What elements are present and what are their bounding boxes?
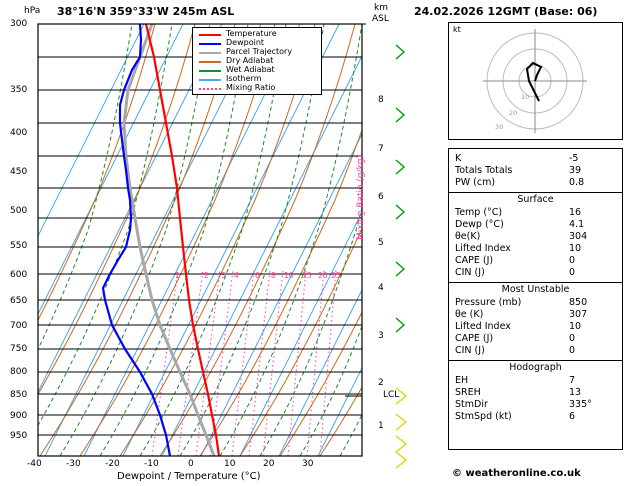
asl-label: ASL [372, 14, 389, 24]
hodo-value-sreh: 13 [569, 387, 582, 398]
svg-text:30: 30 [495, 123, 504, 131]
mu-value-thetae: 307 [569, 309, 588, 320]
index-label-pw: PW (cm) [455, 177, 496, 188]
hodo-value-stmspd: 6 [569, 411, 576, 422]
t-tick-10: 10 [224, 459, 236, 469]
p-tick-650: 650 [10, 296, 28, 306]
hodo-value-stmdir: 335° [569, 399, 592, 410]
p-tick-550: 550 [10, 241, 28, 251]
index-value-k: -5 [569, 153, 579, 164]
legend-label-parcel: Parcel Trajectory [226, 47, 293, 56]
km-label: km [374, 3, 388, 13]
mr-label-6: 6 [255, 271, 260, 280]
t-tick--40: -40 [27, 459, 42, 469]
p-tick-300: 300 [10, 19, 28, 29]
surface-label-cin: CIN (J) [455, 267, 485, 278]
surface-section-title: Surface [517, 194, 554, 205]
mu-value-cape: 0 [569, 333, 576, 344]
mu-value-pressure: 850 [569, 297, 588, 308]
mixing-ratio-axis-label: Mixing Ratio (g/kg) [356, 154, 366, 240]
credit-label: © weatheronline.co.uk [452, 468, 581, 479]
legend-swatch-wet-adiabat [199, 70, 221, 72]
x-axis-label: Dewpoint / Temperature (°C) [117, 471, 261, 482]
legend-label-mixing-ratio: Mixing Ratio [226, 83, 276, 92]
hodo-label-stmspd: StmSpd (kt) [455, 411, 512, 422]
units-label: hPa [24, 6, 41, 16]
p-tick-350: 350 [10, 85, 28, 95]
legend-swatch-isotherm [199, 79, 221, 81]
surface-value-li: 10 [569, 243, 582, 254]
mu-label-cape: CAPE (J) [455, 333, 494, 344]
p-tick-700: 700 [10, 321, 28, 331]
mr-label-10: 10 [284, 271, 294, 280]
wind-barbs [396, 45, 406, 468]
h-tick-6: 6 [378, 192, 384, 202]
legend-swatch-mixing-ratio [199, 88, 221, 90]
t-tick-20: 20 [263, 459, 275, 469]
surface-label-thetae: θe(K) [455, 231, 481, 242]
surface-value-dewp: 4.1 [569, 219, 585, 230]
surface-value-thetae: 304 [569, 231, 588, 242]
p-tick-900: 900 [10, 411, 28, 421]
hodo-value-eh: 7 [569, 375, 576, 386]
svg-text:10: 10 [521, 93, 530, 101]
mr-label-25: 25 [331, 271, 341, 280]
mr-label-1: 1 [175, 271, 180, 280]
mr-label-3: 3 [221, 271, 226, 280]
mr-label-2: 2 [204, 271, 209, 280]
surface-value-cin: 0 [569, 267, 576, 278]
index-label-k: K [455, 153, 462, 164]
surface-value-cape: 0 [569, 255, 576, 266]
t-tick-0: 0 [188, 459, 194, 469]
surface-label-li: Lifted Index [455, 243, 511, 254]
hodo-label-stmdir: StmDir [455, 399, 488, 410]
legend-label-dewpoint: Dewpoint [226, 38, 265, 47]
h-tick-8: 8 [378, 95, 384, 105]
p-tick-850: 850 [10, 390, 28, 400]
hodograph-unit-label: kt [453, 25, 461, 34]
mu-value-cin: 0 [569, 345, 576, 356]
p-tick-750: 750 [10, 344, 28, 354]
legend-label-dry-adiabat: Dry Adiabat [226, 56, 274, 65]
h-tick-7: 7 [378, 144, 384, 154]
lcl-label: LCL [383, 390, 400, 400]
p-tick-450: 450 [10, 167, 28, 177]
h-tick-1: 1 [378, 421, 384, 431]
h-tick-3: 3 [378, 331, 384, 341]
index-label-totals: Totals Totals [455, 165, 513, 176]
station-title: 38°16'N 359°33'W 245m ASL [57, 5, 235, 18]
legend-label-wet-adiabat: Wet Adiabat [226, 65, 275, 74]
divider-2 [449, 282, 622, 283]
indices-panel [448, 148, 623, 450]
legend-swatch-temperature [199, 34, 221, 36]
mu-label-li: Lifted Index [455, 321, 511, 332]
h-tick-2: 2 [378, 378, 384, 388]
h-tick-5: 5 [378, 238, 384, 248]
legend-box [192, 27, 322, 95]
p-tick-400: 400 [10, 128, 28, 138]
datetime-label: 24.02.2026 12GMT (Base: 06) [414, 5, 598, 18]
p-tick-950: 950 [10, 431, 28, 441]
legend-label-isotherm: Isotherm [226, 74, 262, 83]
legend-swatch-dry-adiabat [199, 61, 221, 63]
legend-swatch-parcel [199, 52, 221, 54]
mr-label-15: 15 [302, 271, 312, 280]
surface-label-temp: Temp (°C) [455, 207, 503, 218]
unstable-section-title: Most Unstable [501, 284, 570, 295]
surface-label-dewp: Dewp (°C) [455, 219, 504, 230]
mu-value-li: 10 [569, 321, 582, 332]
legend-label-temperature: Temperature [226, 29, 277, 38]
hodograph-plot [449, 23, 622, 139]
legend-swatch-dewpoint [199, 43, 221, 45]
surface-value-temp: 16 [569, 207, 582, 218]
hodo-label-sreh: SREH [455, 387, 481, 398]
p-tick-600: 600 [10, 270, 28, 280]
mu-label-thetae: θe (K) [455, 309, 484, 320]
index-value-pw: 0.8 [569, 177, 585, 188]
divider-1 [449, 192, 622, 193]
t-tick-30: 30 [302, 459, 314, 469]
svg-text:20: 20 [509, 109, 518, 117]
mu-label-cin: CIN (J) [455, 345, 485, 356]
p-tick-500: 500 [10, 206, 28, 216]
mr-label-8: 8 [271, 271, 276, 280]
hodo-label-eh: EH [455, 375, 469, 386]
hodograph-section-title: Hodograph [509, 362, 562, 373]
h-tick-4: 4 [378, 283, 384, 293]
mr-label-4: 4 [234, 271, 239, 280]
hodograph-panel [448, 22, 623, 140]
divider-3 [449, 360, 622, 361]
index-value-totals: 39 [569, 165, 582, 176]
mu-label-pressure: Pressure (mb) [455, 297, 522, 308]
t-tick--20: -20 [105, 459, 120, 469]
p-tick-800: 800 [10, 367, 28, 377]
surface-label-cape: CAPE (J) [455, 255, 494, 266]
mr-label-20: 20 [318, 271, 328, 280]
t-tick--10: -10 [144, 459, 159, 469]
t-tick--30: -30 [66, 459, 81, 469]
